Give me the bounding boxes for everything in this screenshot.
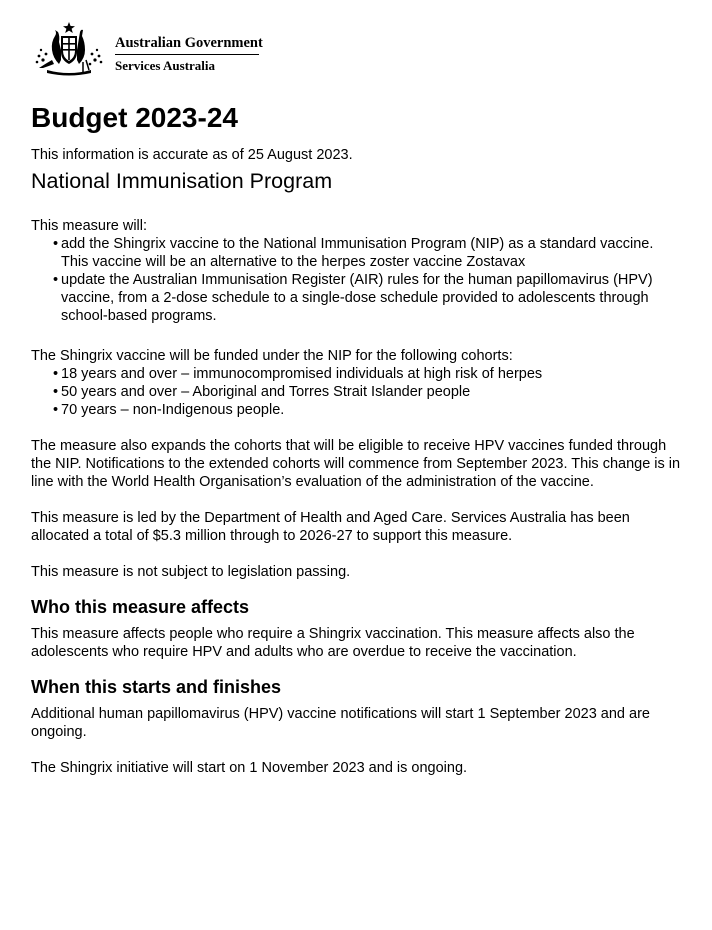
page-title: Budget 2023-24 [31,102,238,133]
government-logo [33,20,273,80]
list-item-text: update the Australian Immunisation Register (AIR) rules for the human papillomavirus (HPV) vaccine, from a 2-dose schedule to a single-dose schedule provided to adolescents through school-based programs. [61,272,653,324]
program-title: National Immunisation Program [31,169,333,193]
government-wordmark [115,34,263,74]
list-item-text: 70 years – non-Indigenous people. [61,402,285,418]
wordmark-divider [115,54,259,55]
list-item [0,271,681,325]
list-item [0,383,681,401]
gov-name: Australian Government [115,35,263,51]
list-item-text: 50 years and over – Aboriginal and Torres Strait Islander people [61,384,471,400]
agency-name: Services Australia [115,58,216,73]
measure-list [31,235,681,325]
who-affects-text: This measure affects people who require a Shingrix vaccination. This measure affects also the adolescents who require HPV and adults who are overdue to receive the vaccination. [31,626,635,660]
list-item [0,401,681,419]
legislation-paragraph: This measure is not subject to legislation passing. [31,564,351,580]
accuracy-note: This information is accurate as of 25 August 2023. [31,147,353,163]
document-body [31,99,681,777]
measure-intro: This measure will: [31,218,148,234]
list-item-text: 18 years and over – immunocompromised individuals at high risk of herpes [61,366,543,382]
when-starts-heading: When this starts and finishes [31,677,282,697]
coat-of-arms-icon [33,20,105,76]
list-item-text: add the Shingrix vaccine to the National Immunisation Program (NIP) as a standard vaccine. This vaccine will be an alternative to the herpes zoster vaccine Zostavax [61,236,654,270]
led-by-paragraph: This measure is led by the Department of Health and Aged Care. Services Australia has been allocated a total of $5.3 million through to 2026-27 to support this measure. [31,510,630,544]
list-item [0,365,681,383]
when-starts-text-2: The Shingrix initiative will start on 1 November 2023 and is ongoing. [31,760,468,776]
hpv-expansion-paragraph: The measure also expands the cohorts that will be eligible to receive HPV vaccines funded through the NIP. Notifications to the extended cohorts will commence from September 2023. This change is in line with the World Health Organisation’s evaluation of the administration of the vaccine. [31,438,681,490]
who-affects-heading: Who this measure affects [31,597,250,617]
cohorts-intro: The Shingrix vaccine will be funded under the NIP for the following cohorts: [31,348,513,364]
when-starts-text-1: Additional human papillomavirus (HPV) vaccine notifications will start 1 September 2023 and are ongoing. [31,706,650,740]
list-item [0,235,681,271]
cohort-list [31,365,681,419]
